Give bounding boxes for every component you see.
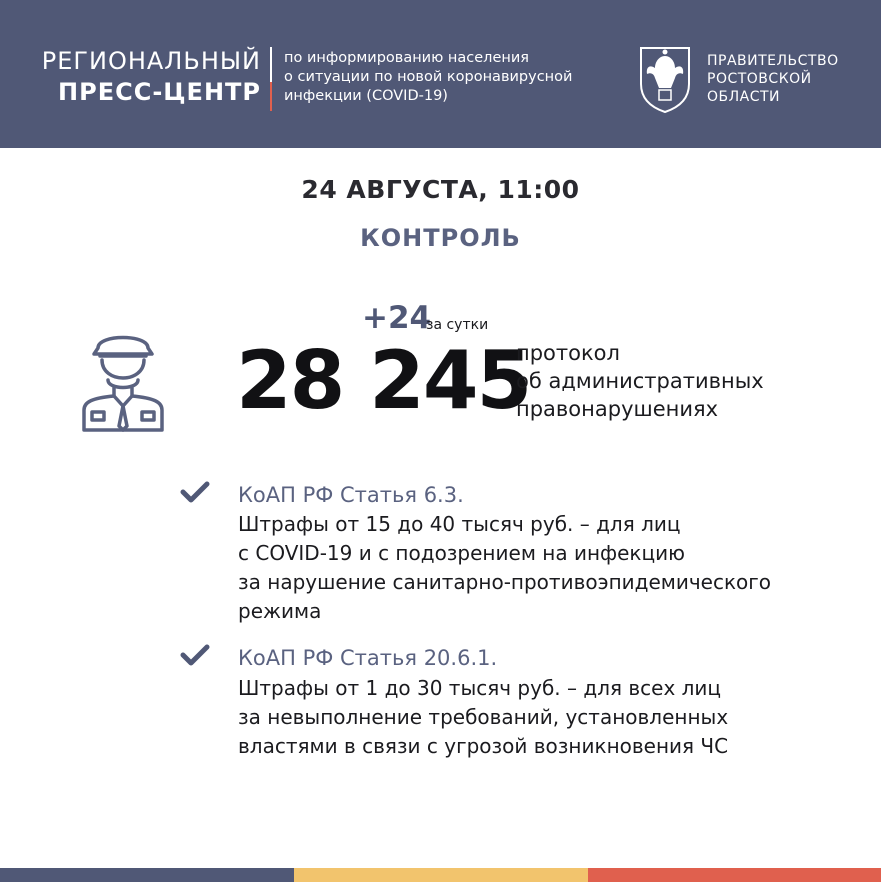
header-divider bbox=[270, 47, 272, 111]
report-date: 24 АВГУСТА, 11:00 bbox=[301, 175, 580, 204]
law-article-line: Штрафы от 15 до 40 тысяч руб. – для лиц bbox=[238, 512, 681, 536]
checkmark-icon bbox=[180, 481, 210, 503]
law-article-description bbox=[238, 510, 771, 626]
law-article-title: КоАП РФ Статья 6.3. bbox=[238, 483, 464, 507]
header-subtitle bbox=[284, 49, 604, 106]
government-name-line: ПРАВИТЕЛЬСТВО bbox=[707, 53, 839, 69]
protocol-caption-line: правонарушениях bbox=[516, 397, 719, 421]
protocol-count-caption bbox=[516, 339, 764, 423]
checkmark-icon bbox=[180, 644, 210, 666]
law-article-title: КоАП РФ Статья 20.6.1. bbox=[238, 646, 498, 670]
law-article-line: за невыполнение требований, установленных bbox=[238, 705, 729, 729]
bottom-bar-segment bbox=[588, 868, 881, 882]
law-article-line: режима bbox=[238, 599, 322, 623]
protocol-caption-line: протокол bbox=[516, 341, 620, 365]
header-subtitle-line: по информированию населения bbox=[284, 50, 529, 66]
police-officer-icon bbox=[78, 326, 168, 436]
press-center-title-line1: РЕГИОНАЛЬНЫЙ bbox=[41, 47, 261, 75]
government-name bbox=[707, 52, 839, 106]
government-name-line: РОСТОВСКОЙ bbox=[707, 71, 812, 87]
header-banner bbox=[0, 0, 881, 148]
bottom-bar-segment bbox=[0, 868, 294, 882]
bottom-bar-segment bbox=[294, 868, 588, 882]
coat-of-arms-icon bbox=[637, 44, 693, 114]
protocol-count: 28 245 bbox=[236, 334, 531, 427]
daily-increase-caption: за сутки bbox=[426, 317, 489, 333]
protocol-caption-line: об административных bbox=[516, 369, 764, 393]
law-article-line: властями в связи с угрозой возникновения ЧС bbox=[238, 734, 729, 758]
header-subtitle-line: инфекции (COVID-19) bbox=[284, 88, 448, 104]
government-name-line: ОБЛАСТИ bbox=[707, 89, 781, 105]
header-subtitle-line: о ситуации по новой коронавирусной bbox=[284, 69, 573, 85]
press-center-title-line2: ПРЕСС-ЦЕНТР bbox=[58, 78, 261, 106]
law-article-line: с COVID-19 и с подозрением на инфекцию bbox=[238, 541, 685, 565]
law-article-line: Штрафы от 1 до 30 тысяч руб. – для всех лиц bbox=[238, 676, 722, 700]
law-article-line: за нарушение санитарно-противоэпидемического bbox=[238, 570, 772, 594]
daily-increase: +24 bbox=[362, 300, 432, 336]
section-title: КОНТРОЛЬ bbox=[360, 224, 521, 252]
law-article-description bbox=[238, 674, 728, 761]
